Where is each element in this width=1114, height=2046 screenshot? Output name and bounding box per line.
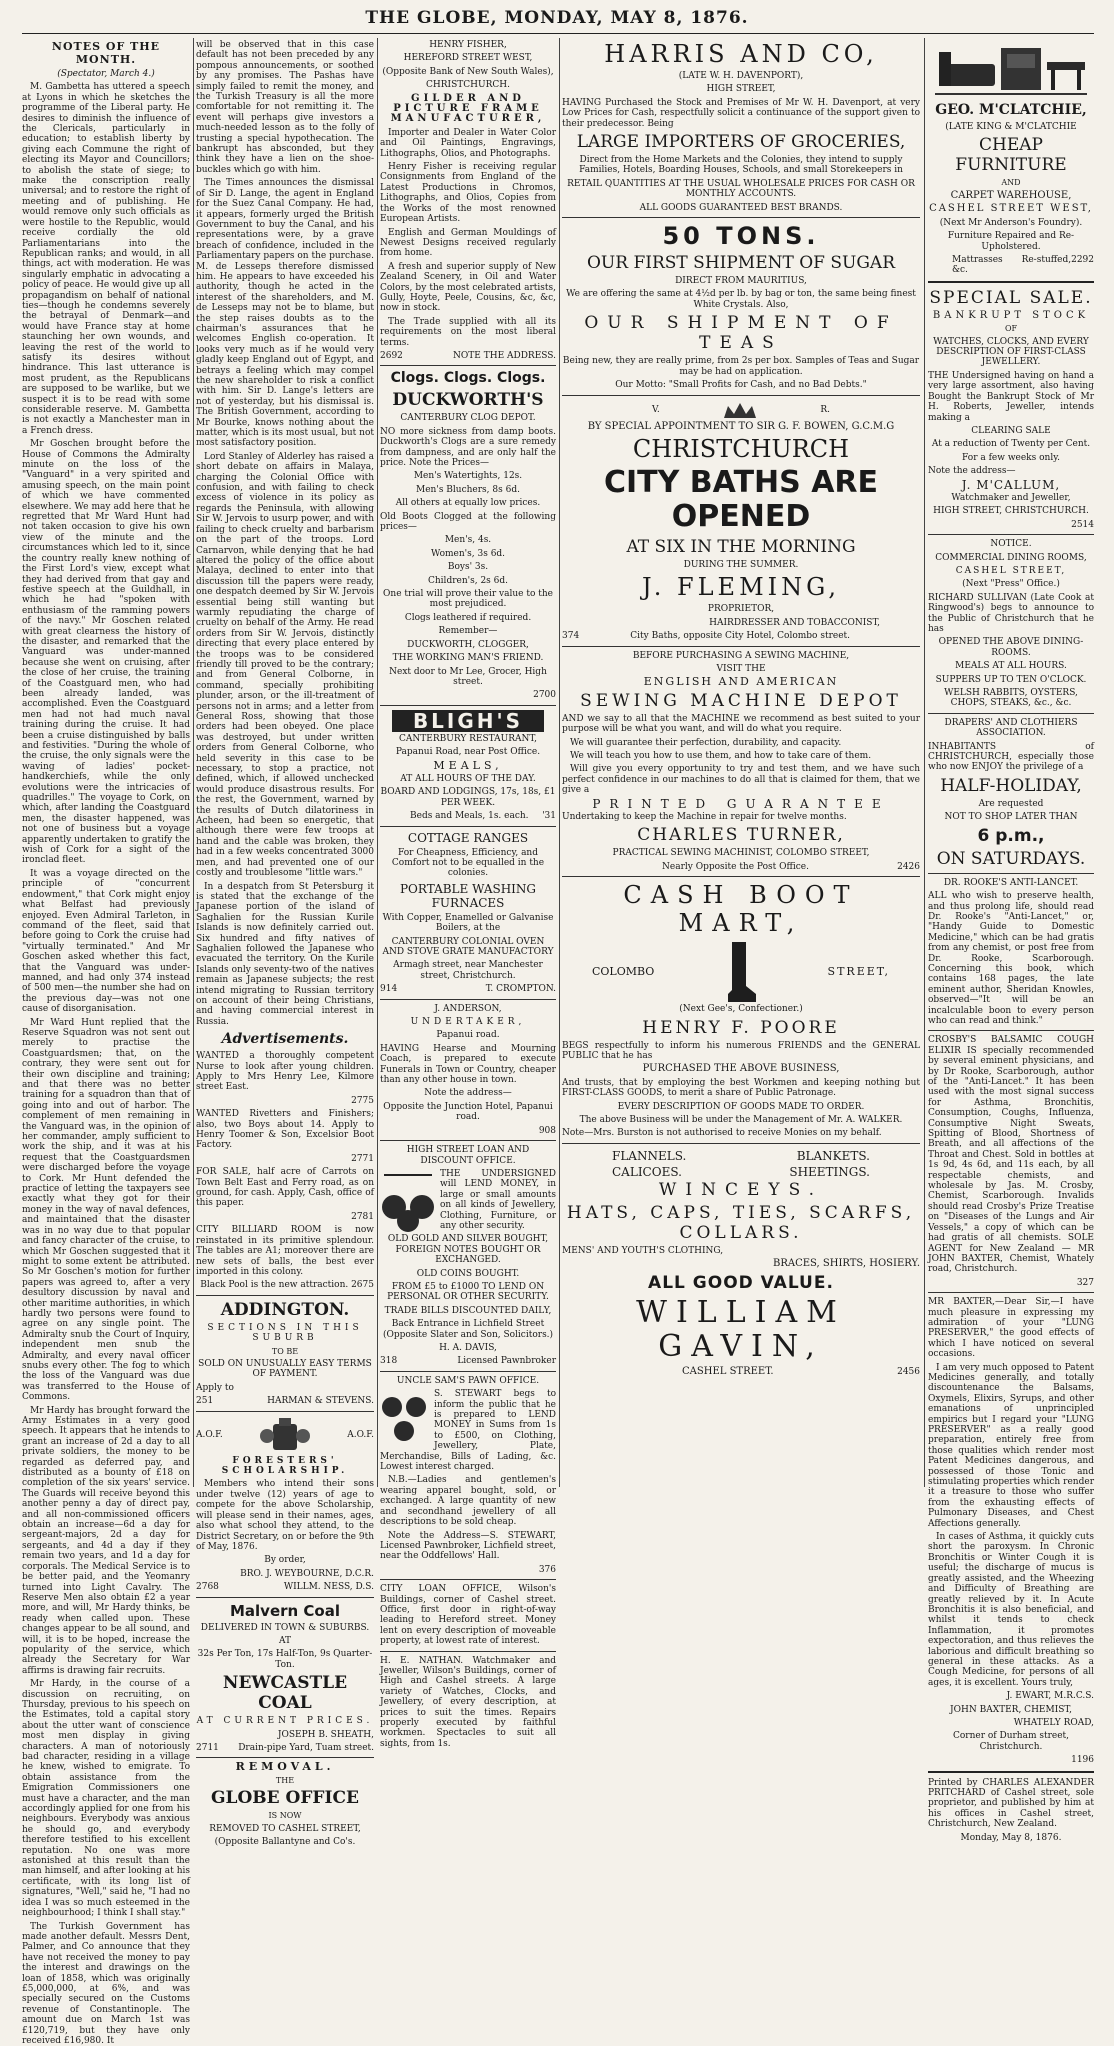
- column-rule: [377, 38, 378, 1487]
- undertaker-text: HAVING Hearse and Mourning Coach, is prepared to execute Funerals in Town or Country, cheaper than any other house in town.: [380, 1044, 556, 1086]
- anti-lancet-text: ALL who wish to preserve health, and thus prolong life, should read Dr. Rooke's "Anti-Lancet," or, "Handy Guide to Domestic Medicine," which can be had gratis from any chemist, or post free from Dr. Rooke, Scarborough. Concerning this book, which contains 168 pages, the late eminent author, Sheridan Knowles, observed—"It will be an incalculable boon to every person who can read and think.": [928, 891, 1094, 1026]
- removal-line: REMOVED TO CASHEL STREET,: [196, 1824, 374, 1834]
- sale-line: For a few weeks only.: [928, 453, 1094, 463]
- sewing-line: ENGLISH AND AMERICAN: [562, 677, 920, 687]
- sewing-text: AND we say to all that the MACHINE we recommend as best suited to your purpose will be what you want, and will do what you require.: [562, 714, 920, 735]
- clothing-line: BRACES, SHIRTS, HOSIERY.: [562, 1259, 920, 1269]
- poore-text: And trusts, that by employing the best Workmen and keeping nothing but FIRST-CLASS GOODS, to merit a share of Public Patronage.: [562, 1078, 920, 1099]
- gilder-text: Henry Fisher is receiving regular Consignments from England of the Latest Productions in Chromos, Lithographs, and Olios, Copies from the Works of the most renowned European Artists.: [380, 162, 556, 224]
- duckworth-title: DUCKWORTH'S: [380, 390, 556, 410]
- drapers-line: Are requested: [928, 799, 1094, 809]
- dining-text: RICHARD SULLIVAN (Late Cook at Ringwood's) begs to announce to the Public of Christchurch that he has: [928, 593, 1094, 635]
- sugar-line: We are offering the same at 4½d per lb. by bag or ton, the same being finest White Crystals. Also,: [562, 289, 920, 310]
- duckworth-sub: CANTERBURY CLOG DEPOT.: [380, 413, 556, 423]
- baxter-letter: MR BAXTER,—Dear Sir,—I have much pleasure in expressing my admiration of your "LUNG PRESERVER," the good effects of which I have noticed on several occasions.: [928, 1297, 1094, 1359]
- furniture-illustration-icon: [931, 42, 1091, 100]
- duckworth-text: Next door to Mr Lee, Grocer, High street.: [380, 667, 556, 688]
- price-line: Boys' 3s.: [380, 562, 556, 572]
- cottage-line: For Cheapness, Efficiency, and Comfort not to be equalled in the colonies.: [380, 848, 556, 879]
- gilder-text: Importer and Dealer in Water Color and Oil Paintings, Engravings, Lithographs, Olios, and Photographs.: [380, 128, 556, 159]
- addington-line: Apply to: [196, 1383, 374, 1393]
- loan-office-text: TRADE BILLS DISCOUNTED DAILY,: [380, 1306, 556, 1316]
- sugar-heading: OUR FIRST SHIPMENT OF SUGAR: [562, 253, 920, 273]
- fisher-name: HENRY FISHER,: [380, 40, 556, 50]
- clogs-heading: Clogs. Clogs. Clogs.: [380, 370, 556, 387]
- poore-text: The above Business will be under the Management of Mr. A. WALKER.: [562, 1115, 920, 1125]
- special-sale-heading: SPECIAL SALE.: [928, 288, 1094, 308]
- gilder-title: GILDER AND PICTURE FRAME MANUFACTURER,: [380, 94, 556, 125]
- bligh-line: BOARD AND LODGINGS, 17s, 18s, £1 PER WEEK.: [380, 787, 556, 808]
- gilder-text: A fresh and superior supply of New Zealand Scenery, in Oil and Water Colors, by the most celebrated artists, Gully, Hoyte, Peele, Cousins, &c, &c, now in stock.: [380, 262, 556, 314]
- column-five: [928, 40, 1094, 1489]
- ad-rivetters: WANTED Rivetters and Finishers; also, two Boys about 14. Apply to Henry Toomer & Son, Excelsior Boot Factory.: [196, 1109, 374, 1151]
- ad-number: '31: [542, 811, 556, 821]
- ad-billiard: CITY BILLIARD ROOM is now reinstated in its primitive splendour. The tables are A1; moreover there are new sets of balls, the best ever imported in this colony.: [196, 1225, 374, 1277]
- mcclatchie-line: CASHEL STREET WEST,: [928, 204, 1094, 214]
- gilder-text: The Trade supplied with all its requirements on the most liberal terms.: [380, 317, 556, 348]
- clothing-line: MENS' AND YOUTH'S CLOTHING,: [562, 1246, 920, 1256]
- pawnbroker-balls-icon: [380, 1171, 436, 1233]
- ad-number: 2426: [897, 862, 920, 872]
- baths-line: DURING THE SUMMER.: [562, 560, 920, 570]
- baxter-line: Corner of Durham street, Christchurch.: [928, 1731, 1094, 1752]
- sale-text: THE Undersigned having on hand a very large assortment, also having Bought the Bankrupt Stock of Mr H. Roberts, Jeweller, intends making a: [928, 371, 1094, 423]
- mccallum-name: J. M'CALLUM,: [928, 480, 1094, 490]
- imprint-date: Monday, May 8, 1876.: [928, 1833, 1094, 1843]
- baxter-letter: In cases of Asthma, it quickly cuts short the paroxysm. In Chronic Bronchitis or Winter Cough it is useful; the discharge of mucus is greatly assisted, and the Wheezing and Difficulty of Breathing are greatly relieved by it. In Acute Bronchitis it is also beneficial, and whilst it tends to check Inflammation, it promotes expectoration, and thus relieves the laborious and difficult breathing so general in these attacks. As a Cough Medicine, for persons of all ages, it is excellent. Yours truly,: [928, 1532, 1094, 1688]
- fisher-line: CHRISTCHURCH.: [380, 80, 556, 90]
- addington-line: SECTIONS IN THIS SUBURB: [196, 1323, 374, 1344]
- baxter-line: JOHN BAXTER, CHEMIST,: [928, 1705, 1094, 1715]
- addington-line: SOLD ON UNUSUALLY EASY TERMS OF PAYMENT.: [196, 1359, 374, 1380]
- ad-number: 914: [380, 984, 397, 994]
- sewing-text: Undertaking to keep the Machine in repair for twelve months.: [562, 812, 920, 822]
- foresters-byline: By order,: [196, 1555, 374, 1565]
- sewing-text: Will give you every opportunity to try and test them, and we have such perfect confidence in our machines to do all that is claimed for them, that we give a: [562, 764, 920, 795]
- foresters-title: FORESTERS' SCHOLARSHIP.: [196, 1456, 374, 1477]
- importers-text: ALL GOODS GUARANTEED BEST BRANDS.: [562, 203, 920, 213]
- teas-heading: OUR SHIPMENT OF TEAS: [562, 313, 920, 353]
- loan-office-text: FROM £5 to £1000 TO LEND ON PERSONAL OR OTHER SECURITY.: [380, 1282, 556, 1303]
- loan-office-text: Licensed Pawnbroker: [457, 1356, 556, 1366]
- sewing-line: VISIT THE: [562, 664, 920, 674]
- baxter-line: WHATELY ROAD,: [928, 1718, 1094, 1728]
- baxter-signature: J. EWART, M.R.C.S.: [928, 1691, 1094, 1701]
- ad-number: 2692: [380, 351, 403, 361]
- portable-line: CANTERBURY COLONIAL OVEN AND STOVE GRATE MANUFACTORY: [380, 937, 556, 958]
- good-value-heading: ALL GOOD VALUE.: [562, 1273, 920, 1293]
- poore-name: HENRY F. POORE: [562, 1018, 920, 1038]
- goods-item: CALICOES.: [612, 1164, 682, 1180]
- sugar-line: DIRECT FROM MAURITIUS,: [562, 276, 920, 286]
- undertaker-title: UNDERTAKER,: [380, 1017, 556, 1027]
- goods-item: WINCEYS.: [562, 1180, 920, 1200]
- poore-text: PURCHASED THE ABOVE BUSINESS,: [562, 1064, 920, 1074]
- bligh-line: AT ALL HOURS OF THE DAY.: [380, 774, 556, 784]
- article-title: NOTES OF THE MONTH.: [22, 40, 190, 66]
- removal-line: (Opposite Ballantyne and Co's.: [196, 1837, 374, 1847]
- sale-line: CLEARING SALE: [928, 426, 1094, 436]
- baxter-letter: I am very much opposed to Patent Medicines generally, and totally discountenance the Balsams, Oxymels, Elixirs, Syrups, and other emanations of unprincipled empirics but I regard your "LUNG PRESERVER" as a really good preparation, entirely free from those qualities which render most Patent Medicines dangerous, and possessed of those Tonic and stimulating properties which render it a treasure to those who suffer from the exhausting effects of Pulmonary Diseases, and Chest Affections generally.: [928, 1363, 1094, 1530]
- ad-number: 2711: [196, 1743, 219, 1753]
- malvern-line: DELIVERED IN TOWN & SUBURBS.: [196, 1623, 374, 1633]
- mcclatchie-line: Furniture Repaired and Re-Upholstered.: [928, 231, 1094, 252]
- bligh-meals: MEALS,: [380, 761, 556, 771]
- undertaker-line: Note the address—: [380, 1088, 556, 1098]
- article-source: (Spectator, March 4.): [22, 69, 190, 79]
- gilder-text: English and German Mouldings of Newest Designs received regularly from home.: [380, 228, 556, 259]
- notice-heading: NOTICE.: [928, 539, 1094, 549]
- bligh-line: Papanui Road, near Post Office.: [380, 747, 556, 757]
- turner-name: CHARLES TURNER,: [562, 825, 920, 845]
- boot-mart-street: COLOMBO: [592, 967, 654, 977]
- anti-lancet-heading: DR. ROOKE'S ANTI-LANCET.: [928, 878, 1094, 888]
- harris-line: HIGH STREET,: [562, 84, 920, 94]
- cheap-furniture-heading: CHEAP FURNITURE: [928, 135, 1094, 175]
- ad-number: 2768: [196, 1582, 219, 1592]
- column-rule: [924, 38, 925, 1487]
- ad-number: 251: [196, 1396, 213, 1406]
- loan-office-text: Back Entrance in Lichfield Street (Opposite Slater and Son, Solicitors.): [380, 1319, 556, 1340]
- ad-number: 2771: [196, 1154, 374, 1164]
- ad-number: 2292: [1071, 255, 1094, 276]
- duckworth-text: Clogs leathered if required.: [380, 613, 556, 623]
- royal-v: V.: [652, 405, 660, 415]
- portable-title: PORTABLE WASHING FURNACES: [380, 882, 556, 910]
- crosby-text: CROSBY'S BALSAMIC COUGH ELIXIR IS specially recommended by several eminent physicians, and by Dr Rooke, Scarborough, author of the "Anti-Lancet." It has been used with the most signal success for Asthma, Bronchitis, Consumption, Coughs, Influenza, Consumptive Night Sweats, Spitting of Blood, Shortness of Breath, and all affections of the Throat and Chest. Sold in bottles at 1s 9d, 4s 6d, and 11s each, by all respectable chemists, and wholesale by Jas. M. Crosby, Chemist, Scarborough. Invalids should read Crosby's Prize Treatise on "Diseases of the Lungs and Air Vessels," a copy of which can be had gratis of all chemists. SOLE AGENT for New Zealand — MR JOHN BAXTER, Chemist, Whately road, Christchurch.: [928, 1035, 1094, 1274]
- baths-line: PROPRIETOR,: [562, 604, 920, 614]
- sale-line: At a reduction of Twenty per Cent.: [928, 439, 1094, 449]
- portable-line: Armagh street, near Manchester street, Christchurch.: [380, 960, 556, 981]
- ad-number: 2514: [928, 520, 1094, 530]
- baths-proprietor-name: J. FLEMING,: [562, 573, 920, 601]
- gavin-name: WILLIAM GAVIN,: [562, 1296, 920, 1364]
- loan-office-text: H. A. DAVIS,: [380, 1343, 556, 1353]
- importers-text: Direct from the Home Markets and the Colonies, they intend to supply Families, Hotels, Boarding Houses, Schools, and small Storekeepers in: [562, 155, 920, 176]
- masthead: THE GLOBE, MONDAY, MAY 8, 1876.: [0, 8, 1114, 28]
- royal-crown-icon: [720, 400, 760, 422]
- mccallum-line: Watchmaker and Jeweller,: [928, 493, 1094, 503]
- hats-heading: HATS, CAPS, TIES, SCARFS, COLLARS.: [562, 1203, 920, 1243]
- ad-number: 1196: [928, 1755, 1094, 1765]
- undertaker-name: J. ANDERSON,: [380, 1004, 556, 1014]
- article-paragraph: Mr Ward Hunt replied that the Reserve Squadron was not sent out merely to practise the Coastguardsmen; that, on the contrary, they were sent out for their own discipline and training; and that there was no better training for a squadron than that of going into and out of harbor. The complement of men remaining in the Vanguard was, in the opinion of her commander, amply sufficient to work the ship, and it was at his request that the Coastguardsmen were discharged before the voyage to Cork. Mr Hunt defended the practice of letting the taxpayers see exactly what they got for their money in the way of naval defences, and maintained that the disaster was in no way due to that popular and fancy character of the cruise, to which Mr Goschen suggested that it might to some extent be attributed. So Mr Goschen's motion for further papers was agreed to, after a very desultory discussion by naval and other maritime authorities, in which hardly two persons were found to agree on any single point. The Admiralty snub the Court of Inquiry, independent men snub the Admiralty, and every naval officer snubs every other. The fog to which the loss of the Vanguard was due was transferred to the House of Commons.: [22, 1018, 190, 1403]
- motto: Our Motto: "Small Profits for Cash, and no Bad Debts.": [562, 380, 920, 390]
- boot-mart-street: STREET,: [828, 967, 890, 977]
- article-paragraph: It was a voyage directed on the principle of "concurrent endowment," that Cork might enjoy what Belfast had previously enjoyed. Even Admiral Tarleton, in command of the fleet, said that before going to Cork the cruise had "virtually terminated." And Mr Goschen asked whether this fact, that the Vanguard was under-manned, and had only 374 instead of 500 men—the number she had on the previous day—was not one cause of disorganisation.: [22, 869, 190, 1015]
- pawnbroker-balls-icon: [380, 1391, 430, 1445]
- mcclatchie-line: (Next Mr Anderson's Foundry).: [928, 218, 1094, 228]
- column-four: [562, 40, 920, 1489]
- guarantee-heading: PRINTED GUARANTEE: [562, 799, 920, 809]
- poore-text: BEGS respectfully to inform his numerous FRIENDS and the GENERAL PUBLIC that he has: [562, 1041, 920, 1062]
- loan-office-text: OLD GOLD AND SILVER BOUGHT, FOREIGN NOTES BOUGHT OR EXCHANGED.: [380, 1234, 556, 1265]
- saturdays-heading: ON SATURDAYS.: [928, 849, 1094, 869]
- mcclatchie-name: GEO. M'CLATCHIE,: [928, 102, 1094, 119]
- bankrupt-stock: BANKRUPT STOCK: [928, 311, 1094, 321]
- ad-number: 374: [562, 631, 579, 641]
- duckworth-text: NO more sickness from damp boots. Duckworth's Clogs are a sure remedy from dampness, and are only half the price. Note the Prices—: [380, 427, 556, 469]
- malvern-title: Malvern Coal: [196, 1602, 374, 1620]
- newcastle-line: AT CURRENT PRICES.: [196, 1716, 374, 1726]
- turner-line: Nearly Opposite the Post Office.: [562, 862, 809, 872]
- boot-mart-heading: CASH BOOT MART,: [562, 881, 920, 937]
- article-paragraph: M. Gambetta has uttered a speech at Lyons in which he sketches the programme of the Liberal party. He desires to diminish the influence of the Clericals, particularly in education; to establish liberty by giving each Commune the right of electing its Mayor and Councillors; to abolish the state of siege; to make the conscription really universal; and to restore the right of meeting and of publishing. He would remove only such officials as were hostile to the Republic, would receive cordially the old Parliamentarians into the Republican ranks; and would, in all things, act with moderation. He was singularly emphatic in advocating a policy of peace. He would give up all propagandism on behalf of national ties—though he condemns severely the betrayal of Denmark—and would have France stay at home staunching her own wounds, and leaving the rest of the world to satisfy its desires without hindrance. This last utterance is most prudent, as the Republicans are supposed to be warlike, but we suspect it is to be read with some considerable reserve. M. Gambetta is not exactly a Manchester man in a French dress.: [22, 82, 190, 436]
- baths-time: AT SIX IN THE MORNING: [562, 537, 920, 557]
- cottage-title: COTTAGE RANGES: [380, 831, 556, 845]
- appointment-line: BY SPECIAL APPOINTMENT TO SIR G. F. BOWEN, G.C.M.G: [562, 422, 920, 432]
- mcclatchie-line: CARPET WAREHOUSE,: [928, 191, 1094, 201]
- importers-heading: LARGE IMPORTERS OF GROCERIES,: [562, 132, 920, 152]
- dining-line: OPENED THE ABOVE DINING-ROOMS.: [928, 637, 1094, 658]
- royal-r: R.: [820, 405, 830, 415]
- addington-line: TO BE: [196, 1347, 374, 1357]
- loan-office-title: HIGH STREET LOAN AND DISCOUNT OFFICE.: [380, 1145, 556, 1166]
- baths-heading: CITY BATHS ARE OPENED: [562, 466, 920, 534]
- malvern-line: AT: [196, 1636, 374, 1646]
- uncle-sams-text: S. STEWART begs to inform the public that he is prepared to LEND MONEY in Sums from 1s to £500, on Clothing, Jewellery, Plate, Merchandise, Bills of Lading, &c. Lowest interest charged.: [380, 1389, 556, 1472]
- aof-label: A.O.F.: [347, 1430, 374, 1440]
- price-line: Men's, 4s.: [380, 535, 556, 545]
- addington-title: ADDINGTON.: [196, 1300, 374, 1320]
- ad-number: 318: [380, 1356, 397, 1366]
- harris-title: HARRIS AND CO,: [562, 40, 920, 68]
- sale-line: WATCHES, CLOCKS, AND EVERY DESCRIPTION OF FIRST-CLASS JEWELLERY.: [928, 337, 1094, 368]
- ad-number: 908: [380, 1126, 556, 1136]
- malvern-line: 32s Per Ton, 17s Half-Ton, 9s Quarter-Ton.: [196, 1649, 374, 1670]
- ad-billiard-tail: Black Pool is the new attraction. 2675: [196, 1280, 374, 1290]
- loan-office-text: THE UNDERSIGNED will LEND MONEY, in large or small amounts on all kinds of Jewellery, Clothing, Furniture, or any other security.: [380, 1169, 556, 1231]
- sale-line: Note the address—: [928, 466, 1094, 476]
- portable-line: With Copper, Enamelled or Galvanise Boilers, at the: [380, 913, 556, 934]
- harris-line: (LATE W. H. DAVENPORT),: [562, 71, 920, 81]
- sale-line: OF: [928, 324, 1094, 334]
- foresters-crest-icon: [259, 1416, 311, 1456]
- sewing-depot-heading: SEWING MACHINE DEPOT: [562, 691, 920, 711]
- aof-label: A.O.F.: [196, 1430, 223, 1440]
- gilder-note: NOTE THE ADDRESS.: [453, 351, 556, 361]
- goods-item: FLANNELS.: [612, 1148, 686, 1164]
- sewing-text: We will teach you how to use them, and how to take care of them.: [562, 751, 920, 761]
- removal-line: IS NOW: [196, 1811, 374, 1821]
- dining-line: MEALS AT ALL HOURS.: [928, 661, 1094, 671]
- uncle-sams-text: N.B.—Ladies and gentlemen's wearing apparel bought, sold, or exchanged. A large quantity of new and secondhand jewellery of all descriptions to be sold cheap.: [380, 1475, 556, 1527]
- foresters-body: Members who intend their sons under twelve (12) years of age to compete for the above Scholarship, will please send in their names, ages, also what school they attend, to the District Secretary, on or before the 9th of May, 1876.: [196, 1479, 374, 1552]
- goods-item: BLANKETS.: [797, 1148, 870, 1164]
- baths-line: HAIRDRESSER AND TOBACCONIST,: [562, 618, 920, 628]
- sewing-line: BEFORE PURCHASING A SEWING MACHINE,: [562, 651, 920, 661]
- column-rule: [193, 38, 194, 1487]
- ad-number: 327: [928, 1278, 1094, 1288]
- mcclatchie-line: (LATE KING & M'CLATCHIE: [928, 122, 1094, 132]
- poore-text: EVERY DESCRIPTION OF GOODS MADE TO ORDER.: [562, 1102, 920, 1112]
- duckworth-text: THE WORKING MAN'S FRIEND.: [380, 653, 556, 663]
- article-paragraph: Mr Hardy, in the course of a discussion on recruiting, on Thursday, previous to his speech on the Estimates, told a capital story about the utter want of conscience most men display in giving characters. A man of notoriously bad character, residing in a village he knew, wished to emigrate. To obtain assistance from the Emigration Commissioners one must have a character, and the man accordingly applied for one from his neighbours. Everybody was anxious he should go, and everybody therefore testified to his excellent reputation. No one was more astonished at this result than the man himself, and after looking at his certificate, with its long list of signatures, "Well," said he, "I had no idea I was so much esteemed in the neighbourhood; I think I shall stay.": [22, 1679, 190, 1918]
- importers-text: RETAIL QUANTITIES AT THE USUAL WHOLESALE PRICES FOR CASH OR MONTHLY ACCOUNTS.: [562, 179, 920, 200]
- baths-christchurch: CHRISTCHURCH: [562, 435, 920, 463]
- ad-number: 376: [380, 1565, 556, 1575]
- price-line: Men's Bluchers, 8s 6d.: [380, 485, 556, 495]
- removal-globe-office: GLOBE OFFICE: [196, 1788, 374, 1808]
- undertaker-line: Opposite the Junction Hotel, Papanui road.: [380, 1102, 556, 1123]
- removal-title: REMOVAL.: [196, 1762, 374, 1772]
- nathan-text: H. E. NATHAN. Watchmaker and Jeweller, Wilson's Buildings, corner of High and Cashel streets. A large variety of Watches, Clocks, and Jewellery, of every description, at prices to suit the times. Repairs properly executed by faithful workmen. Spectacles to suit all sights, from 1s.: [380, 1656, 556, 1750]
- ad-nurse: WANTED a thoroughly competent Nurse to look after young children. Apply to Mrs Henry Lee, Kilmore street East.: [196, 1051, 374, 1093]
- article-paragraph: Mr Hardy has brought forward the Army Estimates in a very good speech. It appears that he intends to grant an increase of 2d a day to all private soldiers, the money to be regarded as deferred pay, and distributed as a bounty of £18 on completion of the six years' service. The Guards will receive beyond this another penny a day of direct pay, and all non-commissioned officers obtain an increase—6d a day for sergeant-majors, 2d a day for sergeants, and 4d a day if they remain two years, and 1d a day for corporals. The Medical Service is to be better paid, and the Yeomanry turned into Light Cavalry. The Reserve Men also obtain £2 a year more, and will, Mr Hardy thinks, be ready when called upon. These changes appear to be all sound, and will, it is to be hoped, increase the popularity of the service, which already the Secretary for War affirms is drawing fair recruits.: [22, 1406, 190, 1677]
- bligh-title: BLIGH'S: [392, 710, 544, 732]
- fisher-line: (Opposite Bank of New South Wales),: [380, 67, 556, 77]
- turner-line: PRACTICAL SEWING MACHINIST, COLOMBO STREET,: [562, 848, 920, 858]
- newcastle-title: NEWCASTLE COAL: [196, 1673, 374, 1713]
- drapers-line: NOT TO SHOP LATER THAN: [928, 812, 1094, 822]
- article-paragraph: Lord Stanley of Alderley has raised a short debate on affairs in Malaya, charging the Colonial Office with confusion, and with failing to check excess of violence in its policy as regards the Peninsula, with allowing Sir W. Jervois to usurp power, and with failing to check cruelty and barbarism on the part of the troops. Lord Carnarvon, while denying that he had altered the policy of the office about Malaya, declined to enter into that discussion till the papers were ready, one despatch deemed by Sir W. Jervois essential being still wanting but warmly repudiating the charge of cruelty on behalf of the Army. He read orders from Sir W. Jervois, distinctly directing that every place entered by the troops was to be considered friendly till proved to be the contrary; and from General Colborne, in command, specially prohibiting plunder, arson, or the ill-treatment of persons not in arms; and a letter from General Ross, showing that those orders had been obeyed. One place was destroyed, but under written orders from General Colborne, who held severity in this case to be necessary, to stop a practice, not defined, which, if allowed unchecked would produce disastrous results. For the rest, the Government, warned by the results of Dutch dilatoriness in Acheen, had been so energetic, that although there were few troops at hand and the cable was broken, they had in a few weeks concentrated 3000 men, and had prevented one of our costly and troublesome "little wars.": [196, 452, 374, 879]
- article-paragraph: will be observed that in this case default has not been preceded by any pompous announcements, or soothed by any promises. The Pashas have simply failed to remit the money, and the Turkish Treasury is all the more comfortable for not remitting it. The event will perhaps give investors a much-needed lesson as to the folly of trusting a special hypothecation. The bankrupt has absconded, but they think they have a lien on the shoe-buckles which go with him.: [196, 40, 374, 175]
- duckworth-text: One trial will prove their value to the most prejudiced.: [380, 589, 556, 610]
- goods-item: SHEETINGS.: [789, 1164, 870, 1180]
- column-two: [196, 40, 374, 1489]
- six-pm-heading: 6 p.m.,: [928, 826, 1094, 846]
- price-line: Old Boots Clogged at the following prices—: [380, 512, 556, 533]
- article-paragraph: Mr Goschen brought before the House of Commons the Admiralty minute on the loss of the "Vanguard" in a very spirited and amusing speech, on the main point of which we have commented elsewhere. We may add here that he regretted that Mr Ward Hunt had not taken occasion to give his own view of the minute and the circumstances which led to it, since the country really knew nothing of the First Lord's view, except what they had derived from that gay and festive speech at the Guildhall, in which he had "spoken with enthusiasm of the ramming powers of the navy." Mr Goschen related with great clearness the history of the disaster, and remarked that the Vanguard was under-manned because she went on cruising, after the close of her cruise, the training of the Coastguard men, who had been already landed, was accomplished. Even the Coastguard men had not had much naval training during the cruise. It had been a cruise distinguished by balls and festivities. "During the whole of the cruise, the only signals were the waving of ladies' pocket-handkerchiefs, while the only evolutions were the intricacies of quadrilles." The voyage to Cork, on which, after landing the Coastguard men, the disaster happened, was not one of business but a voyage apparently undertaken to gratify the wish of Cork for a sight of the ironclad fleet.: [22, 439, 190, 866]
- ad-number: 2456: [897, 1367, 920, 1377]
- price-line: Children's, 2s 6d.: [380, 576, 556, 586]
- ad-number: 2700: [380, 690, 556, 700]
- dining-line: WELSH RABBITS, OYSTERS, CHOPS, STEAKS, &c., &c.: [928, 688, 1094, 709]
- poore-text: Note—Mrs. Burston is not authorised to receive Monies on my behalf.: [562, 1128, 920, 1138]
- half-holiday-heading: HALF-HOLIDAY,: [928, 776, 1094, 796]
- loan-office-text: OLD COINS BOUGHT.: [380, 1269, 556, 1279]
- uncle-sams-title: UNCLE SAM'S PAWN OFFICE.: [380, 1376, 556, 1386]
- city-loan-text: CITY LOAN OFFICE, Wilson's Buildings, corner of Cashel street. Office, first door in right-of-way leading to Hereford street. Money lent on every description of moveable property, at lowest rate of interest.: [380, 1584, 556, 1646]
- addington-agent: HARMAN & STEVENS.: [267, 1396, 374, 1406]
- portable-line: T. CROMPTON.: [486, 984, 556, 994]
- mccallum-line: HIGH STREET, CHRISTCHURCH.: [928, 506, 1094, 516]
- boot-icon: [724, 940, 758, 1004]
- duckworth-text: DUCKWORTH, CLOGGER,: [380, 640, 556, 650]
- dining-line: CASHEL STREET,: [928, 566, 1094, 576]
- drapers-text: INHABITANTS of CHRISTCHURCH, especially those who now ENJOY the privilege of a: [928, 742, 1094, 773]
- dining-line: (Next "Press" Office.): [928, 579, 1094, 589]
- ad-number: 2781: [196, 1212, 374, 1222]
- duckworth-text: Remember—: [380, 626, 556, 636]
- harris-text: HAVING Purchased the Stock and Premises of Mr W. H. Davenport, at very Low Prices for Cash, respectfully solicit a continuance of the support given to their predecessor. Being: [562, 98, 920, 129]
- fisher-line: HEREFORD STREET WEST,: [380, 53, 556, 63]
- removal-line: THE: [196, 1776, 374, 1786]
- column-notes-of-the-month: [22, 40, 190, 1489]
- gavin-street: CASHEL STREET.: [562, 1367, 774, 1377]
- column-rule: [559, 38, 560, 1487]
- newcastle-line: JOSEPH B. SHEATH,: [196, 1730, 374, 1740]
- drapers-heading: DRAPERS' AND CLOTHIERS ASSOCIATION.: [928, 718, 1094, 739]
- price-line: All others at equally low prices.: [380, 498, 556, 508]
- advertisements-heading: Advertisements.: [196, 1030, 374, 1048]
- dining-line: SUPPERS UP TO TEN O'CLOCK.: [928, 675, 1094, 685]
- foresters-signature: WILLM. NESS, D.S.: [284, 1582, 374, 1592]
- imprint: Printed by CHARLES ALEXANDER PRITCHARD of Cashel street, sole proprietor, and published by him at his offices in Cashel street, Christchurch, New Zealand.: [928, 1778, 1094, 1830]
- masthead-rule: [22, 33, 1094, 34]
- newcastle-line: Drain-pipe Yard, Tuam street.: [238, 1743, 374, 1753]
- ad-number: 2775: [196, 1096, 374, 1106]
- teas-line: Being new, they are really prime, from 2s per box. Samples of Teas and Sugar may be had on application.: [562, 356, 920, 377]
- ad-carrots: FOR SALE, half acre of Carrots on Town Belt East and Ferry road, as on ground, for cash. Apply, Cash, office of this paper.: [196, 1167, 374, 1209]
- foresters-signature: BRO. J. WEYBOURNE, D.C.R.: [196, 1569, 374, 1579]
- sewing-text: We will guarantee their perfection, durability, and capacity.: [562, 738, 920, 748]
- uncle-sams-text: Note the Address—S. STEWART, Licensed Pawnbroker, Lichfield street, near the Oddfellows' Hall.: [380, 1531, 556, 1562]
- price-line: Women's, 3s 6d.: [380, 549, 556, 559]
- column-three: [380, 40, 556, 1489]
- bligh-sub: CANTERBURY RESTAURANT,: [380, 734, 556, 744]
- mcclatchie-line: Mattrasses Re-stuffed, &c.: [928, 255, 1071, 276]
- bligh-line: Beds and Meals, 1s. each.: [380, 811, 529, 821]
- dining-line: COMMERCIAL DINING ROOMS,: [928, 553, 1094, 563]
- fifty-tons-heading: 50 TONS.: [562, 222, 920, 250]
- boot-mart-line: (Next Gee's, Confectioner.): [562, 1004, 920, 1014]
- price-line: Men's Watertights, 12s.: [380, 471, 556, 481]
- undertaker-line: Papanui road.: [380, 1030, 556, 1040]
- mcclatchie-line: AND: [928, 178, 1094, 188]
- baths-line: City Baths, opposite City Hotel, Colombo street.: [630, 631, 920, 641]
- article-paragraph: The Turkish Government has made another default. Messrs Dent, Palmer, and Co announce that they have not received the money to pay the interest and drawings on the loan of 1858, which was originally £5,000,000, at 6%, and was specially secured on the Customs revenue of Constantinople. The amount due on March 1st was £120,719, but they have only received £16,980. It: [22, 1922, 190, 2046]
- article-paragraph: In a despatch from St Petersburg it is stated that the exchange of the Japanese portion of the island of Saghalien for the Russian Kurile Islands is now definitely carried out. Six hundred and fifty natives of Saghalien followed the Japanese who evacuated the territory. On the Kurile Islands only seventy-two of the natives remain as Japanese subjects; the rest intend migrating to Russian territory on account of their being Christians, and having commercial interest in Russia.: [196, 882, 374, 1028]
- article-paragraph: The Times announces the dismissal of Sir D. Lange, the agent in England for the Suez Canal Company. He had, it appears, formerly urged the British Government to buy the Canal, and his representations were, by a grave breach of confidence, included in the Parliamentary papers on the purchase. M. de Lesseps therefore dismissed him. He appears to have exceeded his authority, though he acted in the interest of the shareholders, and M. de Lesseps may not be to blame, but the step raises doubts as to the chairman's assurances that he welcomes English co-operation. It looks very much as if he would very gladly keep England out of Egypt, and betrays a feeling which may compel the new shareholder to risk a conflict with him. Sir D. Lange's letters are not of yesterday, but his dismissal is. The British Government, according to Mr Bourke, knows nothing about the matter, which is its most usual, but not most satisfactory position.: [196, 178, 374, 449]
